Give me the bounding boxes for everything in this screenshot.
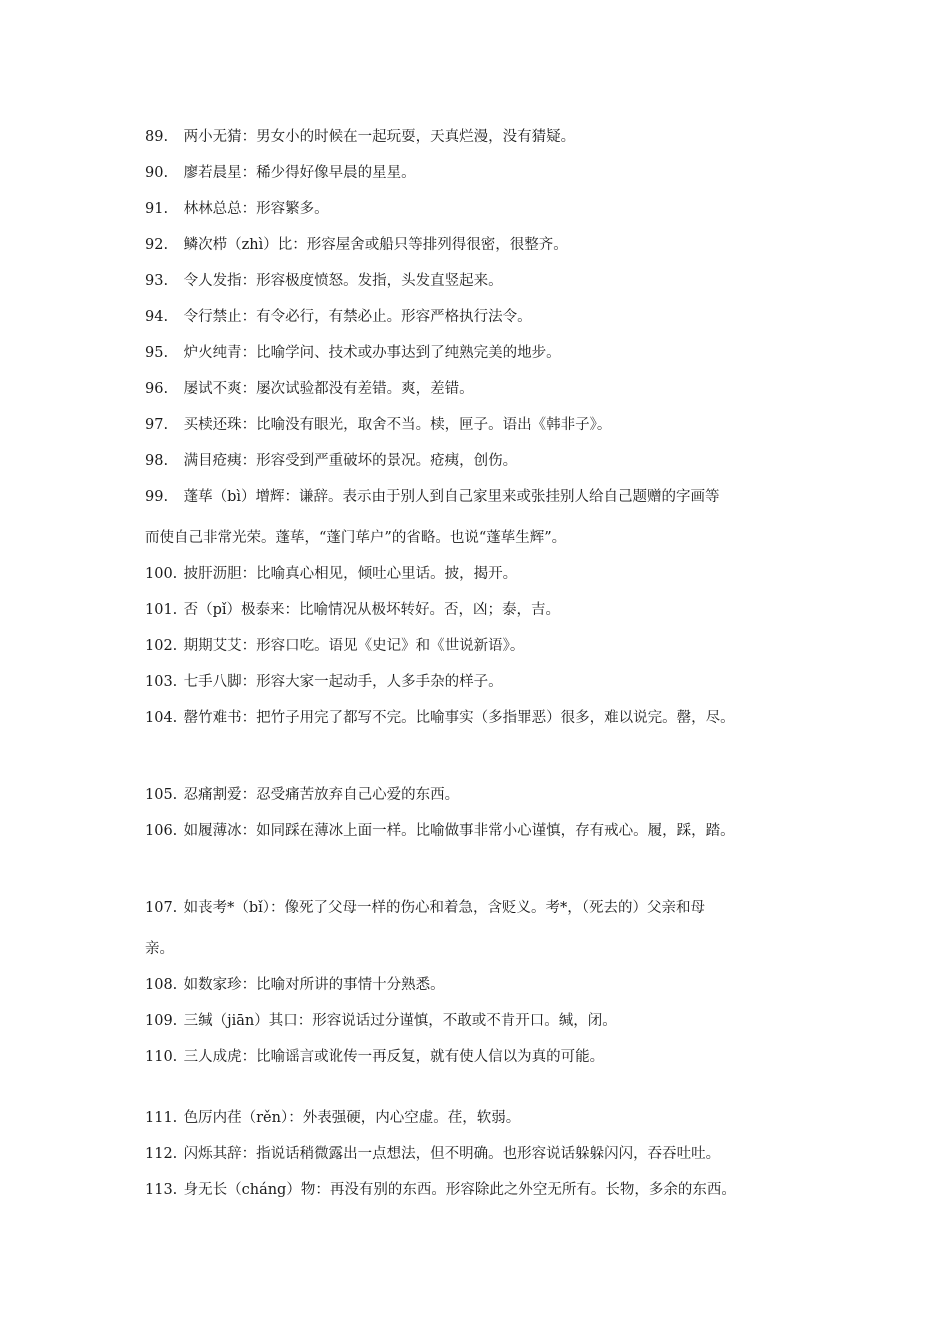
item-text: 三缄（jiān）其口：形容说话过分谨慎，不敢或不肯开口。缄，闭。 <box>183 1013 617 1029</box>
item-text: 令行禁止：有令必行，有禁必止。形容严格执行法令。 <box>183 309 532 325</box>
item-text: 忍痛割爱：忍受痛苦放弃自己心爱的东西。 <box>183 787 460 803</box>
list-item <box>145 1144 720 1164</box>
item-text: 如履薄冰：如同踩在薄冰上面一样。比喻做事非常小心谨慎，存有戒心。履，踩，踏。 <box>183 823 735 839</box>
list-item <box>145 1011 617 1031</box>
list-item <box>145 307 532 327</box>
list-item <box>145 415 611 435</box>
item-text: 三人成虎：比喻谣言或讹传一再反复，就有使人信以为真的可能。 <box>183 1049 605 1065</box>
item-number: 113. <box>145 1182 178 1198</box>
item-text: 令人发指：形容极度愤怒。发指，头发直竖起来。 <box>183 273 503 289</box>
item-text: 如数家珍：比喻对所讲的事情十分熟悉。 <box>183 977 445 993</box>
item-text: 而使自己非常光荣。蓬荜，“蓬门荜户”的省略。也说“蓬荜生辉”。 <box>145 530 567 546</box>
list-item <box>145 127 575 147</box>
list-item <box>145 235 568 255</box>
list-item <box>145 708 735 728</box>
item-text: 两小无猜：男女小的时候在一起玩耍，天真烂漫，没有猜疑。 <box>183 129 576 145</box>
list-item <box>145 672 503 692</box>
item-number: 97. <box>145 417 169 433</box>
item-text: 七手八脚：形容大家一起动手，人多手杂的样子。 <box>183 674 503 690</box>
list-item <box>145 636 524 656</box>
item-number: 96. <box>145 381 169 397</box>
item-text: 身无长（cháng）物：再没有别的东西。形容除此之外空无所有。长物，多余的东西。 <box>183 1182 736 1198</box>
item-number: 104. <box>145 710 178 726</box>
list-item <box>145 379 474 399</box>
item-number: 109. <box>145 1013 178 1029</box>
item-number: 105. <box>145 787 178 803</box>
item-text: 如丧考*（bǐ）：像死了父母一样的伤心和着急，含贬义。考*，（死去的）父亲和母 <box>183 900 706 916</box>
list-item <box>145 199 329 219</box>
list-item <box>145 271 503 291</box>
item-text: 炉火纯青：比喻学问、技术或办事达到了纯熟完美的地步。 <box>183 345 561 361</box>
item-text: 林林总总：形容繁多。 <box>183 201 329 217</box>
item-number: 89. <box>145 129 169 145</box>
item-text: 廖若晨星：稀少得好像早晨的星星。 <box>183 165 416 181</box>
item-number: 111. <box>145 1110 178 1126</box>
item-number: 108. <box>145 977 178 993</box>
item-number: 106. <box>145 823 178 839</box>
item-text: 闪烁其辞：指说话稍微露出一点想法，但不明确。也形容说话躲躲闪闪，吞吞吐吐。 <box>183 1146 721 1162</box>
item-text: 蓬荜（bì）增辉：谦辞。表示由于别人到自己家里来或张挂别人给自己题赠的字画等 <box>183 489 720 505</box>
item-text: 期期艾艾：形容口吃。语见《史记》和《世说新语》。 <box>183 638 525 654</box>
list-item <box>145 600 560 620</box>
item-text: 色厉内荏（rěn）：外表强硬，内心空虚。荏，软弱。 <box>183 1110 521 1126</box>
list-item <box>145 163 416 183</box>
item-number: 103. <box>145 674 178 690</box>
item-number: 107. <box>145 900 178 916</box>
item-number: 90. <box>145 165 169 181</box>
item-number: 110. <box>145 1049 178 1065</box>
item-text: 否（pǐ）极泰来：比喻情况从极坏转好。否，凶；泰，吉。 <box>183 602 561 618</box>
item-text: 屡试不爽：屡次试验都没有差错。爽，差错。 <box>183 381 474 397</box>
list-item <box>145 821 735 841</box>
item-text: 满目疮痍：形容受到严重破坏的景况。疮痍，创伤。 <box>183 453 518 469</box>
item-number: 93. <box>145 273 169 289</box>
list-item-continuation <box>145 939 174 959</box>
item-text: 罄竹难书：把竹子用完了都写不完。比喻事实（多指罪恶）很多，难以说完。罄，尽。 <box>183 710 735 726</box>
item-number: 92. <box>145 237 169 253</box>
item-number: 102. <box>145 638 178 654</box>
list-item <box>145 343 561 363</box>
list-item <box>145 1108 520 1128</box>
list-item <box>145 564 517 584</box>
item-text: 买椟还珠：比喻没有眼光，取舍不当。椟，匣子。语出《韩非子》。 <box>183 417 612 433</box>
item-number: 91. <box>145 201 169 217</box>
list-item <box>145 1180 736 1200</box>
item-text: 鳞次栉（zhì）比：形容屋舍或船只等排列得很密，很整齐。 <box>183 237 568 253</box>
item-number: 100. <box>145 566 178 582</box>
item-number: 98. <box>145 453 169 469</box>
list-item-continuation <box>145 528 566 548</box>
list-item <box>145 487 720 507</box>
list-item <box>145 898 705 918</box>
item-text: 披肝沥胆：比喻真心相见，倾吐心里话。披，揭开。 <box>183 566 518 582</box>
item-number: 99. <box>145 489 169 505</box>
item-number: 112. <box>145 1146 178 1162</box>
item-number: 94. <box>145 309 169 325</box>
list-item <box>145 1047 604 1067</box>
list-item <box>145 975 445 995</box>
item-number: 95. <box>145 345 169 361</box>
list-item <box>145 785 459 805</box>
item-number: 101. <box>145 602 178 618</box>
list-item <box>145 451 517 471</box>
item-text: 亲。 <box>145 941 174 957</box>
